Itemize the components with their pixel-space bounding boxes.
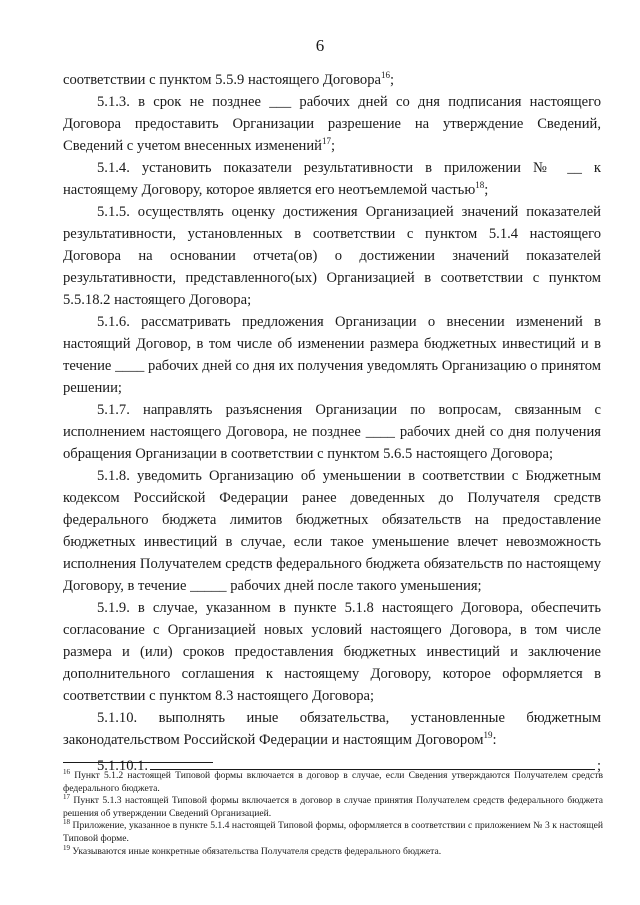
paragraph-continuation: соответствии с пунктом 5.5.9 настоящего Договора$^{16}$; bbox=[63, 70, 395, 88]
paragraph-5-1-6: 5.1.6. рассматривать предложения Организации о внесении изменений в настоящий Договор, в том числе об изменении размера бюджетных инвестиций и в течение ____ рабочих дней со дня их получения уведомлять Организацию о принятом решении; bbox=[63, 314, 601, 396]
footnote-ref: 18 bbox=[475, 180, 485, 191]
footnote-ref: 16 bbox=[380, 70, 390, 81]
paragraph-5-1-10: 5.1.10. выполнять иные обязательства, установленные бюджетным законодательством Российской Федерации и настоящим Договором$^{19}$: bbox=[63, 710, 601, 748]
paragraph-5-1-9: 5.1.9. в случае, указанном в пункте 5.1.8 настоящего Договора, обеспечить согласование с Организацией новых условий настоящего Договора, в том числе размера и (или) сроков предоставления бюджетных инвестиций и заключение дополнительного соглашения к настоящему Договору, которое оформляется в соответствии с пунктом 8.3 настоящего Договора; bbox=[63, 600, 601, 704]
paragraph-5-1-5: 5.1.5. осуществлять оценку достижения Организацией значений показателей результативности, установленных в соответствии с пунктом 5.1.4 настоящего Договора на основании отчета(ов) о достижении значений показателей результативности, представленного(ых) Организацией в соответствии с пунктом 5.5.18.2 настоящего Договора; bbox=[63, 204, 601, 308]
footnote: $^{18}$ Приложение, указанное в пункте 5.1.4 настоящей Типовой формы, оформляется в соответствии с приложением № 3 к настоящей Типовой форме. bbox=[63, 818, 603, 844]
footnote: $^{17}$ Пункт 5.1.3 настоящей Типовой формы включается в договор в случае принятия Получателем средств федерального бюджета решения об утверждении Сведений Организацией. bbox=[63, 793, 603, 819]
paragraph-5-1-7: 5.1.7. направлять разъяснения Организации по вопросам, связанным с исполнением настоящего Договора, не позднее ____ рабочих дней со дня получения обращения Организации в соответствии с пунктом 5.6.5 настоящего Договора; bbox=[63, 402, 601, 462]
footnote-ref: 17 bbox=[321, 136, 331, 147]
item-end: ; bbox=[596, 758, 601, 774]
page-number: 6 bbox=[315, 36, 325, 55]
fill-in-blank bbox=[150, 755, 595, 770]
footnote: $^{19}$ Указываются иные конкретные обязательства Получателя средств федерального бюджета. bbox=[63, 843, 442, 857]
document-body bbox=[63, 69, 601, 777]
item-label: 5.1.10.1. bbox=[97, 758, 149, 774]
footnote: $^{16}$ Пункт 5.1.2 настоящей Типовой формы включается в договор в случае, если Сведения утверждаются Получателем средств федерального бюджета. bbox=[63, 767, 603, 794]
paragraph-5-1-4: 5.1.4. установить показатели результативности в приложении № __ к настоящему Договору, которое является его неотъемлемой частью$^{18}$; bbox=[63, 160, 601, 198]
footnotes bbox=[63, 767, 603, 858]
footnote-ref: 19 bbox=[483, 730, 493, 741]
paragraph-5-1-3: 5.1.3. в срок не позднее ___ рабочих дней со дня подписания настоящего Договора предоставить Организации разрешение на утверждение Сведений, Сведений с учетом внесенных изменений$^{17}$; bbox=[63, 94, 601, 154]
footnote-separator bbox=[63, 762, 213, 763]
paragraph-5-1-8: 5.1.8. уведомить Организацию об уменьшении в соответствии с Бюджетным кодексом Российской Федерации ранее доведенных до Получателя средств федерального бюджета лимитов бюджетных обязательств на предоставление бюджетных инвестиций в случае, если такое уменьшение влечет невозможность исполнения Получателем средств федерального бюджета обязательств по настоящему Договору, в течение _____ рабочих дней после такого уменьшения; bbox=[63, 468, 601, 594]
